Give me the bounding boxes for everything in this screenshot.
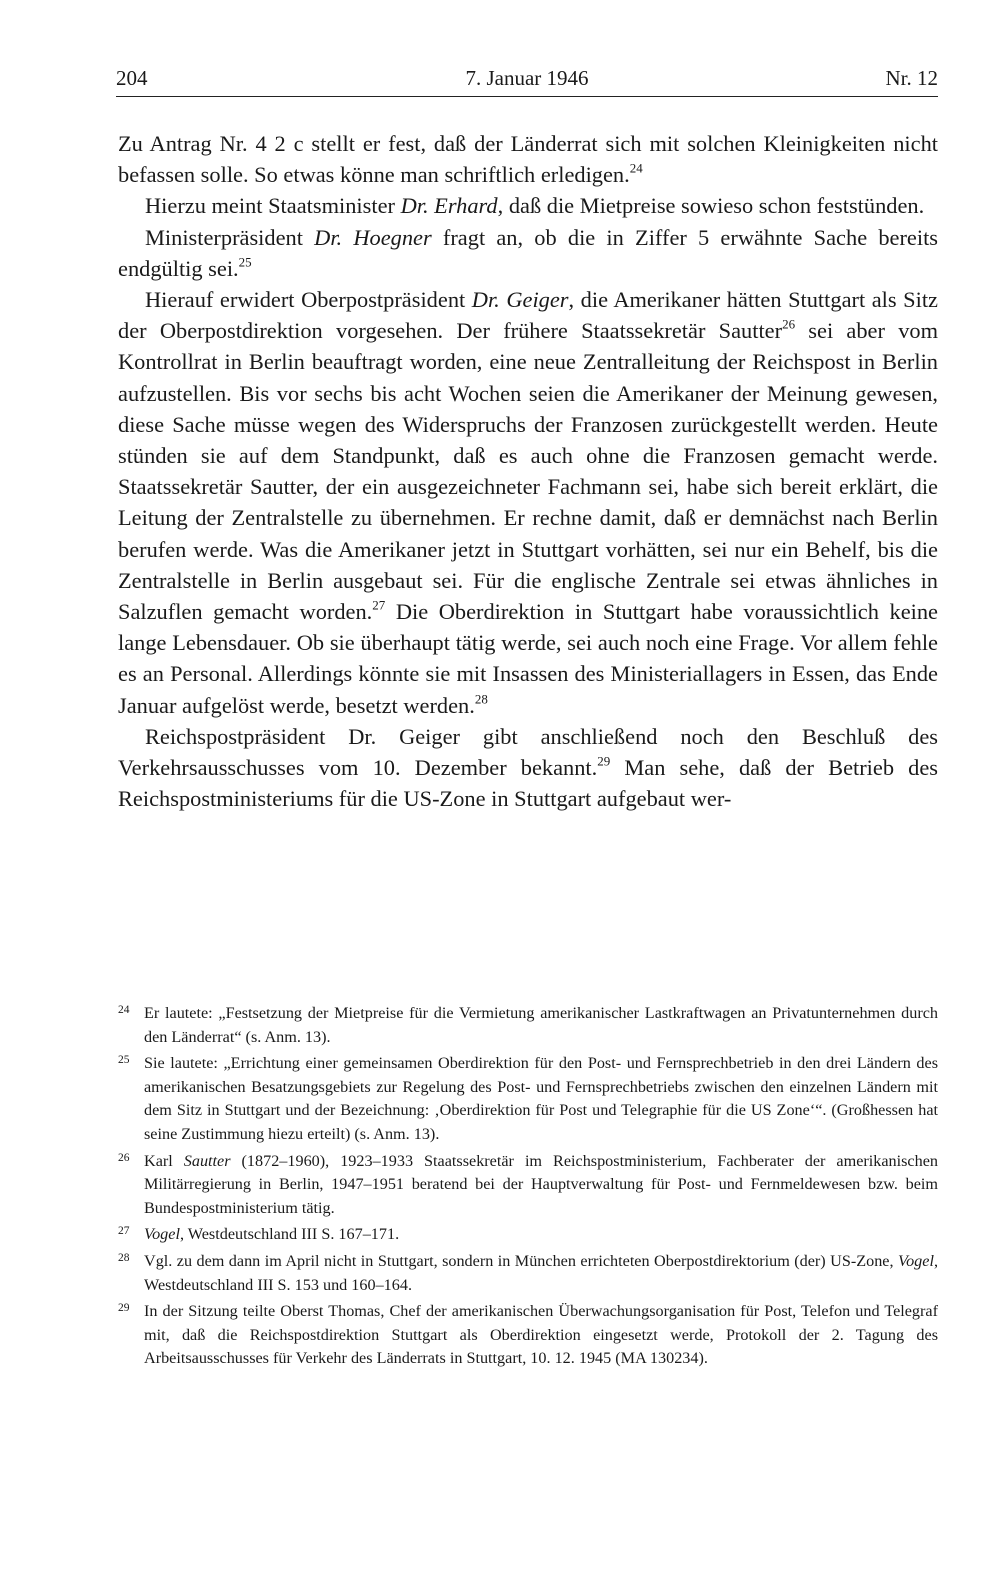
header-date: 7. Januar 1946	[465, 66, 589, 90]
text-segment: Ministerpräsident	[145, 224, 315, 250]
footnote	[118, 1052, 938, 1146]
footnote-reference: 27	[372, 597, 386, 613]
footnote	[118, 1300, 938, 1371]
footnote-number: 24	[118, 1004, 130, 1016]
text-segment: Man sehe, daß der Betrieb des Reichspostministeriums für die US-Zone in Stuttgart aufgebaut wer-	[118, 755, 938, 812]
paragraph	[118, 284, 938, 721]
main-text	[118, 128, 938, 814]
footnote-reference: 26	[782, 316, 796, 332]
paragraph	[118, 222, 938, 284]
running-header	[116, 62, 938, 97]
footnote-reference: 24	[629, 160, 643, 176]
italic-text: Dr. Erhard	[400, 193, 498, 219]
text-segment: , Westdeutschland III S. 153 und 160–164.	[144, 1251, 938, 1294]
footnote-number: 28	[118, 1251, 130, 1264]
footnote-reference: 28	[474, 690, 488, 706]
text-segment: fragt an, ob die in Ziffer 5 erwähnte Sache bereits endgültig sei.	[118, 224, 939, 281]
text-segment: , Westdeutschland III S. 167–171.	[179, 1225, 400, 1244]
text-segment: , die Amerikaner hätten Stuttgart als Sitz der Oberpostdirektion vorgesehen. Der frühere Staatssekretär Sautter	[118, 287, 938, 344]
text-segment: Hierzu meint Staatsminister	[145, 193, 401, 219]
italic-text: Vogel	[144, 1225, 180, 1244]
paragraph	[118, 721, 938, 815]
footnote	[118, 1223, 938, 1247]
page-number: 204	[116, 66, 148, 90]
italic-text: Vogel	[897, 1251, 934, 1270]
text-segment: Die Oberdirektion in Stuttgart habe voraussichtlich keine lange Lebensdauer. Ob sie überhaupt tätig werde, sei auch noch eine Frage. Vor allem fehle es an Personal. Allerdings könnte sie mit Insassen des Ministeriallagers in Essen, das Ende Januar aufgelöst werde, besetzt werden.	[118, 599, 938, 718]
footnote-number: 25	[118, 1054, 130, 1067]
footnote-reference: 29	[597, 753, 611, 769]
text-segment: Vgl. zu dem dann im April nicht in Stuttgart, sondern in München errichteten Oberpostdirektorium (der) US-Zone,	[144, 1251, 898, 1270]
footnote	[118, 1250, 938, 1297]
italic-text: Dr. Geiger	[471, 287, 569, 313]
text-segment: sei aber vom Kontrollrat in Berlin beauftragt worden, eine neue Zentralleitung der Reichspost in Berlin aufzustellen. Bis vor sechs bis acht Wochen seien die Amerikaner der Meinung gewesen, diese Sache müsse wegen des Widerspruchs der Franzosen zurückgestellt werden. Heute stünden sie auf dem Standpunkt, daß es auch ohne die Franzosen gemacht werde. Staatssekretär Sautter, der ein ausgezeichneter Fachmann sei, habe sich bereit erklärt, die Leitung der Zentralstelle zu übernehmen. Er rechne damit, daß er demnächst nach Berlin berufen werde. Was die Amerikaner jetzt in Stuttgart vorhätten, sei nur ein Behelf, bis die Zentralstelle in Berlin ausgebaut sei. Für die englische Zentrale sei etwas ähnliches in Salzuflen gemacht worden.	[118, 318, 938, 625]
header-issue: Nr. 12	[885, 66, 938, 90]
footnote-reference: 25	[238, 254, 252, 270]
paragraph	[118, 128, 938, 190]
text-segment: Reichspostpräsident Dr. Geiger gibt anschließend noch den Beschluß des Verkehrsausschusses vom 10. Dezember bekannt.	[118, 723, 938, 781]
text-segment: (1872–1960), 1923–1933 Staatssekretär im Reichspostministerium, Fachberater der amerikanischen Militärregierung in Berlin, 1947–1951 beratend bei der Hauptverwaltung für Post- und Fernmeldewesen bzw. beim Bundespostministerium tätig.	[144, 1151, 938, 1217]
text-segment: Sie lautete: „Errichtung einer gemeinsamen Oberdirektion für den Post- und Fernsprechbetrieb in den drei Ländern des amerikanischen Besatzungsgebiets zur Regelung des Post- und Fernsprechbetriebs zwischen den einzelnen Ländern mit dem Sitz in Stuttgart und der Bezeichnung: ‚Oberdirektion für Post und Telegraphie für die US Zone‘“. (Großhessen hat seine Zustimmung hiezu erteilt) (s. Anm. 13).	[144, 1054, 938, 1143]
text-segment: Karl	[144, 1151, 184, 1170]
italic-text: Sautter	[183, 1151, 231, 1170]
footnote	[118, 1002, 938, 1049]
footnotes-section	[118, 1002, 938, 1374]
paragraph	[118, 190, 938, 221]
italic-text: Dr. Hoegner	[314, 224, 432, 250]
footnote	[118, 1150, 938, 1221]
footnote-number: 29	[118, 1302, 130, 1315]
text-segment: Zu Antrag Nr. 4 2 c stellt er fest, daß der Länderrat sich mit solchen Kleinigkeiten nicht befassen solle. So etwas könne man schriftlich erledigen.	[118, 131, 938, 188]
text-segment: Hierauf erwidert Oberpostpräsident	[145, 287, 472, 313]
footnote-number: 26	[118, 1151, 130, 1164]
footnote-number: 27	[118, 1225, 130, 1238]
text-segment: Er lautete: „Festsetzung der Mietpreise für die Vermietung amerikanischer Lastkraftwagen an Privatunternehmen durch den Länderrat“ (s. Anm. 13).	[144, 1004, 938, 1046]
text-segment: , daß die Mietpreise sowieso schon feststünden.	[497, 193, 925, 219]
text-segment: In der Sitzung teilte Oberst Thomas, Chef der amerikanischen Überwachungsorganisation für Post, Telefon und Telegraf mit, daß die Reichspostdirektion Stuttgart als Oberdirektion eingesetzt werde, Protokoll der 2. Tagung des Arbeitsausschusses für Verkehr des Länderrats in Stuttgart, 10. 12. 1945 (MA 130234).	[144, 1302, 938, 1368]
